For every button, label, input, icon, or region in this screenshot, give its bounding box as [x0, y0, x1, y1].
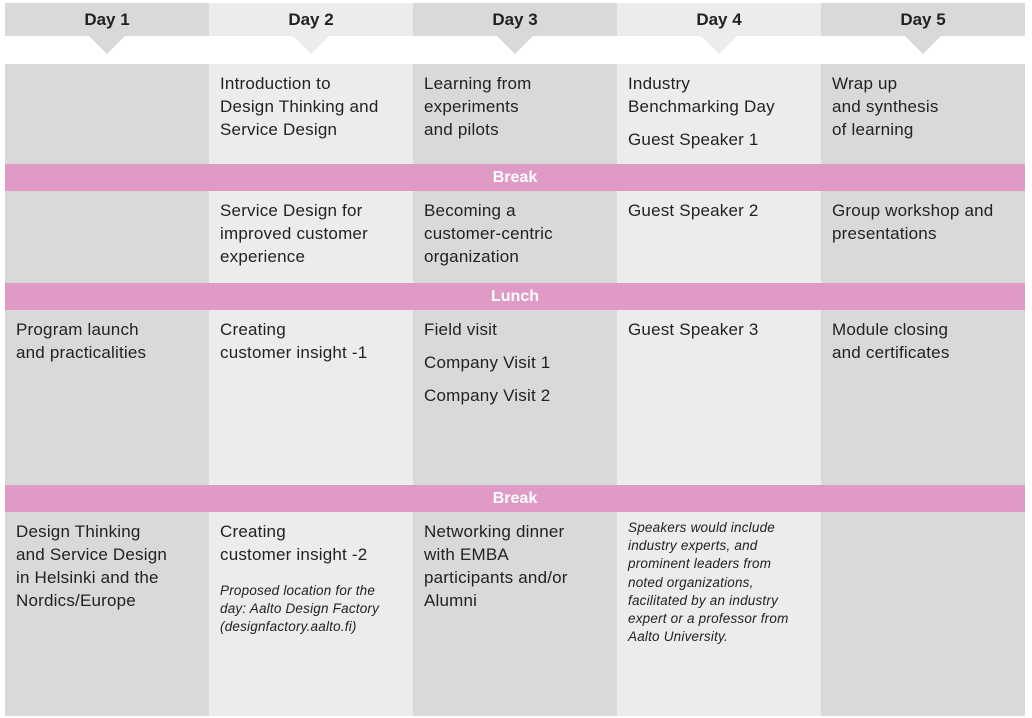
session-text: Industry Benchmarking Day: [628, 74, 775, 116]
row4-day4-note: [628, 519, 814, 646]
session-text: Module closing and certificates: [832, 320, 950, 362]
row3-day5-session: [832, 318, 1020, 374]
row2-day4-session: [628, 199, 816, 232]
header-day5: Day 5: [821, 3, 1025, 36]
session-text: Learning from experiments and pilots: [424, 74, 532, 139]
header-day4: Day 4: [617, 3, 821, 36]
column-day5-bg: [821, 64, 1025, 716]
header-day1: Day 1: [5, 3, 209, 36]
session-text: Networking dinner with EMBA participants and/or Alumni: [424, 522, 568, 610]
break-band-1: Break: [5, 164, 1025, 191]
session-text: Service Design for improved customer experience: [220, 201, 368, 266]
lunch-band: Lunch: [5, 283, 1025, 310]
row1-day4-session: [628, 72, 816, 161]
row1-day3-session: [424, 72, 612, 151]
session-text: Creating customer insight -1: [220, 320, 368, 362]
speakers-note: Speakers would include industry experts, and prominent leaders from noted organizations, facilitated by an industry expert or a professor from Aalto University.: [628, 520, 789, 645]
header-day4-arrow-icon: [701, 36, 737, 54]
header-day2-arrow-icon: [293, 36, 329, 54]
row3-day2-session: [220, 318, 408, 374]
session-text: Guest Speaker 3: [628, 320, 759, 339]
session-text: Field visit: [424, 320, 498, 339]
session-text: Wrap up and synthesis of learning: [832, 74, 939, 139]
session-text: Group workshop and presentations: [832, 201, 994, 243]
header-day1-arrow-icon: [89, 36, 125, 54]
session-text: Guest Speaker 2: [628, 201, 759, 220]
session-text: Introduction to Design Thinking and Service Design: [220, 74, 379, 139]
header-day3-arrow-icon: [497, 36, 533, 54]
break-band-2: Break: [5, 485, 1025, 512]
row3-day4-session: [628, 318, 816, 351]
row1-day2-session: [220, 72, 408, 151]
session-text: Company Visit 2: [424, 386, 551, 405]
header-day3: Day 3: [413, 3, 617, 36]
session-text: Program launch and practicalities: [16, 320, 147, 362]
row3-day3-session: [424, 318, 612, 417]
session-text: Guest Speaker 1: [628, 130, 759, 149]
session-text: Design Thinking and Service Design in Helsinki and the Nordics/Europe: [16, 522, 168, 610]
session-text: Creating customer insight -2: [220, 522, 368, 564]
row2-day5-session: [832, 199, 1020, 255]
row4-day1-session: [16, 520, 204, 622]
row3-day1-session: [16, 318, 204, 374]
row1-day5-session: [832, 72, 1020, 151]
session-text: Becoming a customer-centric organization: [424, 201, 553, 266]
row4-day3-session: [424, 520, 612, 622]
header-day2: Day 2: [209, 3, 413, 36]
row2-day2-session: [220, 199, 408, 278]
location-note: Proposed location for the day: Aalto Design Factory (designfactory.aalto.fi): [220, 583, 380, 634]
header-day5-arrow-icon: [905, 36, 941, 54]
row4-day2-session: [220, 520, 408, 636]
row2-day3-session: [424, 199, 612, 278]
session-text: Company Visit 1: [424, 353, 551, 372]
